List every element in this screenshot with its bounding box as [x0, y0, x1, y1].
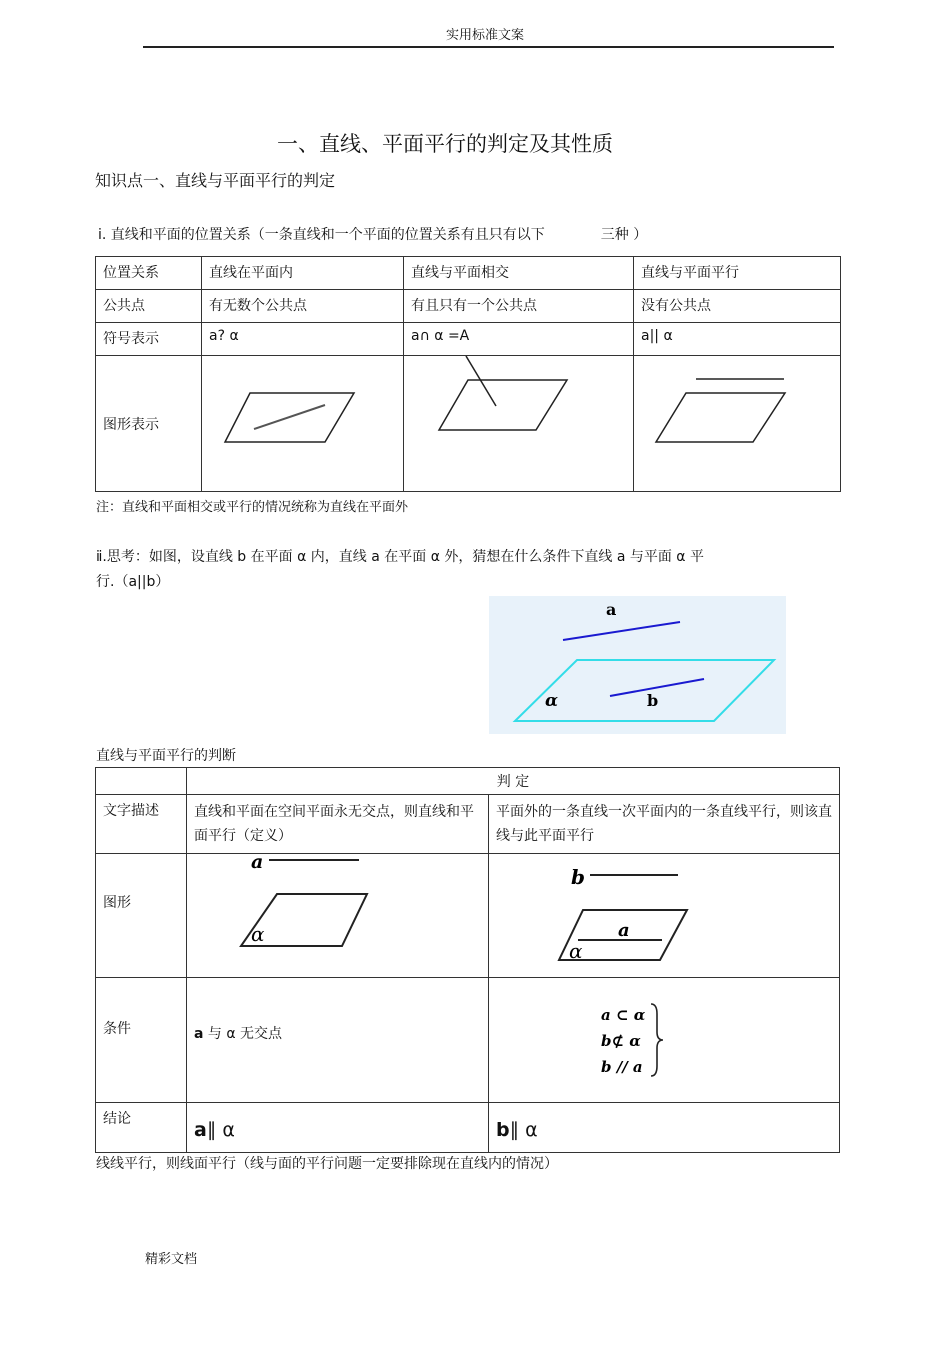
table-row [96, 356, 841, 492]
plane-shape [439, 380, 567, 430]
table-cell: a|| α [634, 323, 841, 356]
label-alpha: α [545, 691, 559, 711]
table-row [96, 1103, 840, 1153]
table-cell: 条件 [96, 978, 187, 1103]
table-cell: a? α [202, 323, 404, 356]
plane-shape [656, 393, 785, 442]
note-line: 注：直线和平面相交或平行的情况统称为直线在平面外 [96, 500, 409, 515]
table-row [96, 978, 840, 1103]
line-shape [254, 405, 325, 429]
line-in-plane-figure [202, 356, 402, 490]
line-a-shape [563, 622, 680, 640]
thinking-line-1: ⅱ.思考：如图，设直线 b 在平面 α 内，直线 a 在平面 α 外，猜想在什么条件下直线 a 与平面 α 平 [96, 549, 704, 565]
table-cell [187, 1103, 489, 1153]
judge-heading: 直线与平面平行的判断 [96, 748, 236, 764]
table-cell: 位置关系 [96, 257, 202, 290]
table-row [96, 323, 841, 356]
table-cell: a∩ α =A [404, 323, 634, 356]
conclusion-a: a [194, 1119, 207, 1141]
table-cell: 直线与平面平行 [634, 257, 841, 290]
table-row [96, 768, 840, 795]
thinking-line-2: 行.（a||b） [96, 574, 170, 590]
table-cell: 结论 [96, 1103, 187, 1153]
table-cell: 没有公共点 [634, 290, 841, 323]
intro-part2: 三种 ） [600, 227, 648, 243]
plane-figure [489, 596, 786, 734]
header-rule [143, 46, 834, 48]
table-cell: 直线在平面内 [202, 257, 404, 290]
footer-mark: 精彩文档 [145, 1252, 198, 1267]
table-cell: 平面外的一条直线一次平面内的一条直线平行，则该直线与此平面平行 [489, 795, 840, 854]
condition-theorem [489, 978, 838, 1101]
footer-line: 线线平行，则线面平行（线与面的平行问题一定要排除现在直线内的情况） [96, 1156, 558, 1172]
label-alpha: α [251, 922, 265, 946]
table-cell [96, 768, 187, 795]
table-cell: 图形 [96, 854, 187, 978]
table-cell: 符号表示 [96, 323, 202, 356]
line-shape [466, 356, 496, 406]
label-a: a [606, 600, 617, 619]
brace-shape [651, 1004, 663, 1076]
table-cell: 直线和平面在空间平面永无交点，则直线和平面平行（定义） [187, 795, 489, 854]
condition-line-2: b⊄ α [601, 1032, 641, 1050]
table-cell [187, 978, 489, 1103]
conclusion-def-text: ∥ α [206, 1119, 235, 1141]
theorem-figure [489, 854, 838, 976]
intro-line [98, 224, 647, 244]
definition-figure [187, 854, 487, 976]
table-cell: 文字描述 [96, 795, 187, 854]
label-a: a [251, 854, 264, 873]
table-cell: 有无数个公共点 [202, 290, 404, 323]
line-intersect-plane-figure [404, 356, 632, 490]
relation-table [95, 256, 841, 492]
table-cell: 直线与平面相交 [404, 257, 634, 290]
line-parallel-plane-figure [634, 356, 839, 490]
table-cell [489, 1103, 840, 1153]
table-cell: 图形表示 [96, 356, 202, 492]
table-row [96, 257, 841, 290]
judge-header: 判 定 [187, 768, 840, 795]
label-b: b [571, 865, 585, 889]
label-b: b [647, 691, 659, 710]
conclusion-thm-text: ∥ α [509, 1119, 538, 1141]
judge-table [95, 767, 840, 1153]
label-a: a [618, 920, 630, 941]
intro-part1: ⅰ. 直线和平面的位置关系（一条直线和一个平面的位置关系有且只有以下 [98, 227, 545, 243]
section-heading: 知识点一、直线与平面平行的判定 [95, 171, 336, 190]
table-cell: 公共点 [96, 290, 202, 323]
page-header: 实用标准文案 [445, 28, 524, 43]
page-title: 一、直线、平面平行的判定及其性质 [277, 132, 613, 156]
label-alpha: α [569, 939, 583, 963]
condition-line-3: b // a [601, 1058, 643, 1076]
table-row [96, 290, 841, 323]
table-row [96, 854, 840, 978]
condition-line-1: a ⊂ α [601, 1006, 646, 1024]
condition-a: a [194, 1025, 204, 1042]
condition-def-text: 与 α 无交点 [203, 1025, 283, 1042]
conclusion-b: b [496, 1119, 510, 1141]
table-row [96, 795, 840, 854]
table-cell: 有且只有一个公共点 [404, 290, 634, 323]
